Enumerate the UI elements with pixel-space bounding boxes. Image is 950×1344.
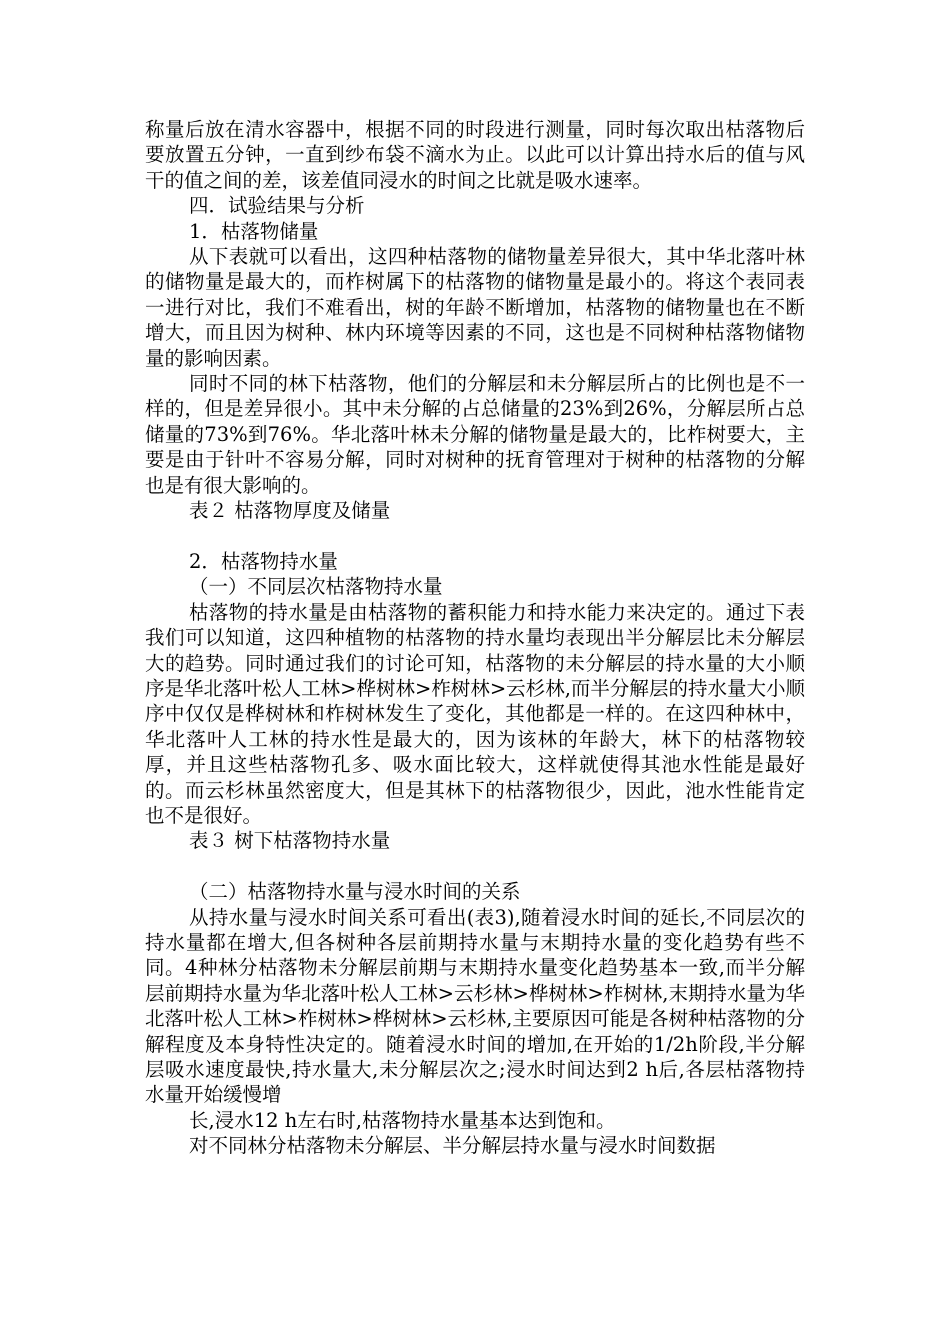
table-caption-3: 表３ 树下枯落物持水量	[189, 829, 391, 853]
document-page	[145, 117, 805, 1159]
paragraph-soaking-time-relation: 从持水量与浸水时间关系可看出(表3),随着浸水时间的延长,不同层次的持水量都在增大,但各树种各层前期持水量与末期持水量的变化趋势有些不同。4种林分枯落物未分解层前期与末期持水量变化趋势基本一致,而半分解层前期持水量为华北落叶松人工林>云杉林>桦树林>柞树林,末期持水量为华北落叶松人工林>柞树林>桦树林>云杉林,主要原因可能是各树种枯落物的分解程度及本身特性决定的。随着浸水时间的增加,在开始的1/2h阶段,半分解层吸水速度最快,持水量大,未分解层次之;浸水时间达到2 h后,各层枯落物持水量开始缓慢增	[145, 905, 805, 1107]
subsection-heading-layer-water-holding: （一）不同层次枯落物持水量	[189, 575, 443, 599]
paragraph-saturation: 长,浸水12 h左右时,枯落物持水量基本达到饱和。	[189, 1108, 616, 1132]
subsection-heading-soaking-time: （二）枯落物持水量与浸水时间的关系	[189, 880, 521, 904]
paragraph-data-analysis: 对不同林分枯落物未分解层、半分解层持水量与浸水时间数据	[189, 1134, 716, 1158]
paragraph-storage-differences: 从下表就可以看出，这四种枯落物的储物量差异很大，其中华北落叶林的储物量是最大的，而柞树属下的枯落物的储物量是最小的。将这个表同表一进行对比，我们不难看出，树的年龄不断增加，枯落物的储物量也在不断增大，而且因为树种、林内环境等因素的不同，这也是不同树种枯落物储物量的影响因素。	[145, 245, 805, 370]
paragraph-layer-proportions: 同时不同的林下枯落物，他们的分解层和未分解层所占的比例也是不一样的，但是差异很小。其中未分解的占总储量的23%到26%，分解层所占总储量的73%到76%。华北落叶林未分解的储物量是最大的，比柞树要大，主要是由于针叶不容易分解，同时对树种的抚育管理对于树种的枯落物的分解也是有很大影响的。	[145, 372, 805, 497]
paragraph-water-holding-capacity: 枯落物的持水量是由枯落物的蓄积能力和持水能力来决定的。通过下表我们可以知道，这四种植物的枯落物的持水量均表现出半分解层比未分解层大的趋势。同时通过我们的讨论可知，枯落物的未分解层的持水量的大小顺序是华北落叶松人工林>桦树林>柞树林>云杉林,而半分解层的持水量大小顺序中仅仅是桦树林和柞树林发生了变化，其他都是一样的。在这四种林中，华北落叶人工林的持水性是最大的，因为该林的年龄大，林下的枯落物较厚，并且这些枯落物孔多、吸水面比较大，这样就使得其池水性能是最好的。而云杉林虽然密度大，但是其林下的枯落物很少，因此，池水性能肯定也不是很好。	[145, 600, 805, 827]
section-heading-results: 四．试验结果与分析	[189, 194, 365, 218]
subsection-heading-water-holding: 2．枯落物持水量	[189, 549, 338, 573]
paragraph-continued: 称量后放在清水容器中，根据不同的时段进行测量，同时每次取出枯落物后要放置五分钟，一直到纱布袋不滴水为止。以此可以计算出持水后的值与风干的值之间的差，该差值同浸水的时间之比就是吸水速率。	[145, 118, 805, 192]
table-caption-2: 表２ 枯落物厚度及储量	[189, 499, 391, 523]
subsection-heading-litter-storage: 1．枯落物储量	[189, 219, 319, 243]
table-placeholder-3	[145, 854, 805, 879]
table-placeholder-2	[145, 524, 805, 549]
